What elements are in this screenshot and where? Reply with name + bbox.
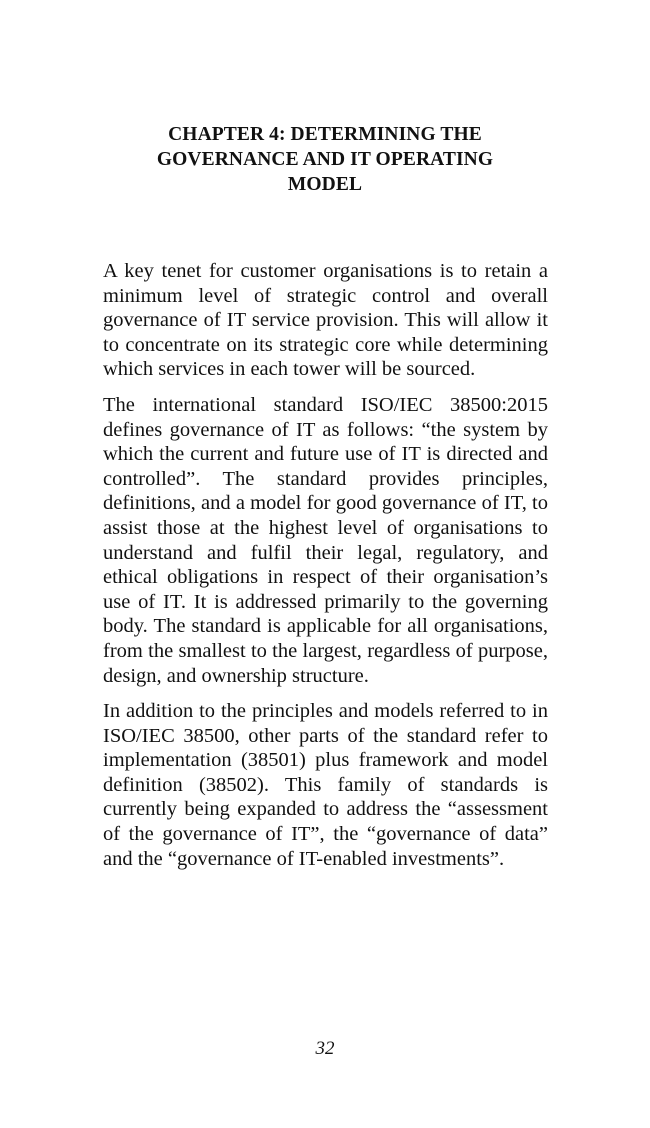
chapter-title [103, 122, 547, 197]
chapter-title-line: MODEL [287, 174, 363, 195]
chapter-title-line: GOVERNANCE AND IT OPERATING [156, 149, 494, 170]
paragraph-retain-control: A key tenet for customer organisations is to retain a minimum level of strategic control and overall governance of IT service provision. This will allow it to concentrate on its strategic core while determining which services in each tower will be sourced. [103, 260, 548, 381]
chapter-title-line: CHAPTER 4: DETERMINING THE [168, 124, 482, 145]
paragraph-standard-family: In addition to the principles and models referred to in ISO/IEC 38500, other parts of the standard refer to implementation (38501) plus framework and model definition (38502). This family of standards is currently being expanded to address the “assessment of the governance of IT”, the “governance of data” and the “governance of IT-enabled investments”. [103, 700, 548, 870]
body-text [103, 259, 548, 882]
paragraph-iso-38500: The international standard ISO/IEC 38500:2015 defines governance of IT as follows: “the system by which the current and future use of IT is directed and controlled”. The standard provides principles, definitions, and a model for good governance of IT, to assist those at the highest level of organisations to understand and fulfil their legal, regulatory, and ethical obligations in respect of their organisation’s use of IT. It is addressed primarily to the governing body. The standard is applicable for all organisations, from the smallest to the largest, regardless of purpose, design, and ownership structure. [103, 393, 548, 687]
page-number: 32 [315, 1038, 335, 1059]
